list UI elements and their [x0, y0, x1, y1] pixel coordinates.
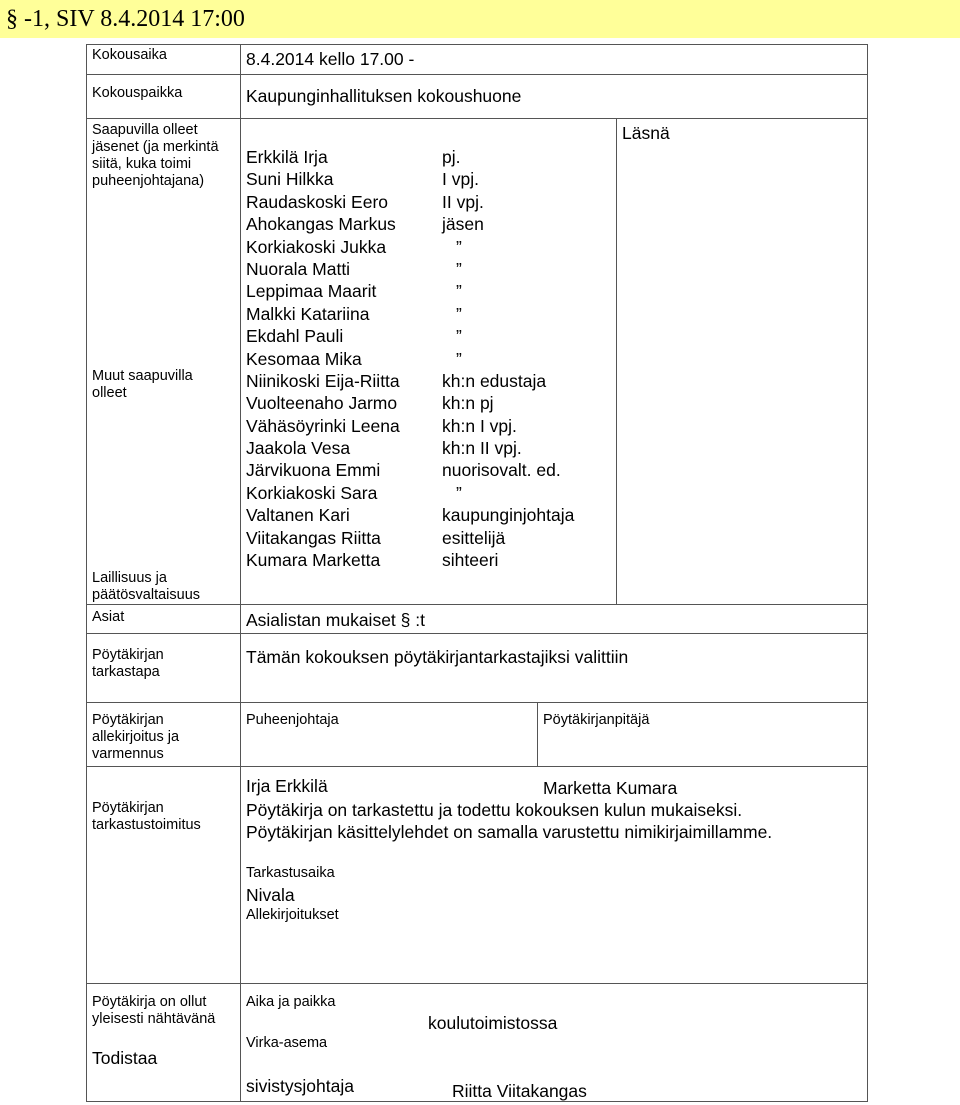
document-title: § -1, SIV 8.4.2014 17:00 [6, 6, 245, 32]
person-role: kh:n edustaja [442, 370, 547, 391]
list-item [246, 527, 606, 549]
chair-name: Irja Erkkilä [246, 776, 328, 796]
person-role: sihteeri [442, 550, 499, 571]
signing-label: Pöytäkirjan allekirjoitus ja varmennus [92, 712, 180, 762]
person-name: Vuolteenaho Jarmo [246, 393, 398, 414]
person-role: nuorisovalt. ed. [442, 460, 561, 481]
person-role: ” [456, 258, 462, 279]
divider [240, 44, 241, 1102]
list-item [246, 549, 606, 571]
list-item [246, 504, 606, 526]
divider [86, 633, 868, 634]
divider [86, 118, 868, 119]
person-name: Raudaskoski Eero [246, 191, 389, 212]
divider [616, 118, 617, 604]
meeting-time-value: 8.4.2014 kello 17.00 - [246, 49, 415, 69]
person-name: Viitakangas Riitta [246, 527, 381, 548]
person-name: Ahokangas Markus [246, 214, 396, 235]
person-name: Järvikuona Emmi [246, 460, 381, 481]
inspection-place: Nivala [246, 885, 295, 905]
person-role: ” [456, 326, 462, 347]
person-role: kaupunginjohtaja [442, 505, 575, 526]
person-name: Ekdahl Pauli [246, 326, 344, 347]
person-name: Kumara Marketta [246, 550, 381, 571]
chair-label: Puheenjohtaja [246, 712, 339, 728]
list-item [246, 437, 606, 459]
inspection-line-2: Pöytäkirjan käsittelylehdet on samalla varustettu nimikirjaimillamme. [246, 822, 773, 842]
list-item [246, 415, 606, 437]
person-role: ” [456, 281, 462, 302]
inspection-line-1: Pöytäkirja on tarkastettu ja todettu kokouksen kulun mukaiseksi. [246, 800, 743, 820]
person-role: ” [456, 303, 462, 324]
person-name: Malkki Katariina [246, 303, 370, 324]
inspection-time-label: Tarkastusaika [246, 865, 335, 881]
office-label: Virka-asema [246, 1035, 328, 1051]
divider [867, 44, 868, 1102]
person-role: kh:n I vpj. [442, 415, 517, 436]
divider [86, 44, 868, 45]
divider [86, 604, 868, 605]
divider [537, 702, 538, 766]
person-name: Leppimaa Maarit [246, 281, 377, 302]
person-name: Suni Hilkka [246, 169, 334, 190]
person-name: Erkkilä Irja [246, 147, 328, 167]
secretary-label: Pöytäkirjanpitäjä [543, 712, 650, 728]
present-header: Läsnä [622, 123, 670, 143]
person-name: Nuorala Matti [246, 258, 351, 279]
person-name: Valtanen Kari [246, 505, 350, 526]
meeting-place-label: Kokouspaikka [92, 85, 183, 101]
list-item [246, 325, 606, 347]
members-label: Saapuvilla olleet jäsenet (ja merkintä siitä, kuka toimi puheenjohtajana) [92, 122, 219, 189]
list-item [246, 392, 606, 414]
divider [86, 983, 868, 984]
person-role: kh:n pj [442, 393, 494, 414]
list-item [246, 236, 606, 258]
person-name: Niinikoski Eija-Riitta [246, 370, 400, 391]
attendance-list [246, 146, 606, 571]
person-role: ” [456, 236, 462, 257]
public-display-label: Pöytäkirja on ollut yleisesti nähtävänä [92, 994, 216, 1027]
others-label: Muut saapuvilla olleet [92, 368, 193, 401]
signer-name: Riitta Viitakangas [452, 1081, 587, 1101]
list-item [246, 258, 606, 280]
inspection-method-label: Pöytäkirjan tarkastapa [92, 647, 164, 680]
divider [86, 44, 87, 1102]
signatures-label: Allekirjoitukset [246, 907, 339, 923]
person-role: I vpj. [442, 169, 479, 190]
inspection-label: Pöytäkirjan tarkastustoimitus [92, 800, 201, 833]
person-name: Vähäsöyrinki Leena [246, 415, 400, 436]
header-banner [0, 0, 960, 38]
meeting-place-value: Kaupunginhallituksen kokoushuone [246, 86, 522, 106]
person-role: esittelijä [442, 527, 506, 548]
list-item [246, 168, 606, 190]
person-role: II vpj. [442, 191, 484, 212]
matters-value: Asialistan mukaiset § :t [246, 610, 425, 630]
person-role: ” [456, 348, 462, 369]
person-role: ” [456, 482, 462, 503]
person-name: Jaakola Vesa [246, 438, 351, 459]
person-role: pj. [442, 147, 461, 167]
list-item [246, 459, 606, 481]
person-role: kh:n II vpj. [442, 438, 522, 459]
meeting-time-label: Kokousaika [92, 47, 167, 63]
person-name: Kesomaa Mika [246, 348, 362, 369]
list-item [246, 482, 606, 504]
attest-label: Todistaa [92, 1048, 158, 1068]
person-name: Korkiakoski Jukka [246, 236, 387, 257]
list-item [246, 370, 606, 392]
list-item [246, 280, 606, 302]
list-item [246, 191, 606, 213]
secretary-name: Marketta Kumara [543, 778, 678, 798]
person-role: jäsen [442, 214, 484, 235]
divider [86, 74, 868, 75]
time-place-label: Aika ja paikka [246, 994, 336, 1010]
list-item [246, 348, 606, 370]
matters-label: Asiat [92, 609, 125, 625]
divider [86, 702, 868, 703]
list-item [246, 213, 606, 235]
office-value: sivistysjohtaja [246, 1076, 354, 1096]
display-place-value: koulutoimistossa [428, 1013, 558, 1033]
list-item [246, 146, 606, 168]
legality-label: Laillisuus ja päätösvaltaisuus [92, 570, 201, 603]
inspection-method-value: Tämän kokouksen pöytäkirjantarkastajiksi valittiin [246, 647, 629, 667]
divider [86, 766, 868, 767]
list-item [246, 303, 606, 325]
person-name: Korkiakoski Sara [246, 482, 378, 503]
